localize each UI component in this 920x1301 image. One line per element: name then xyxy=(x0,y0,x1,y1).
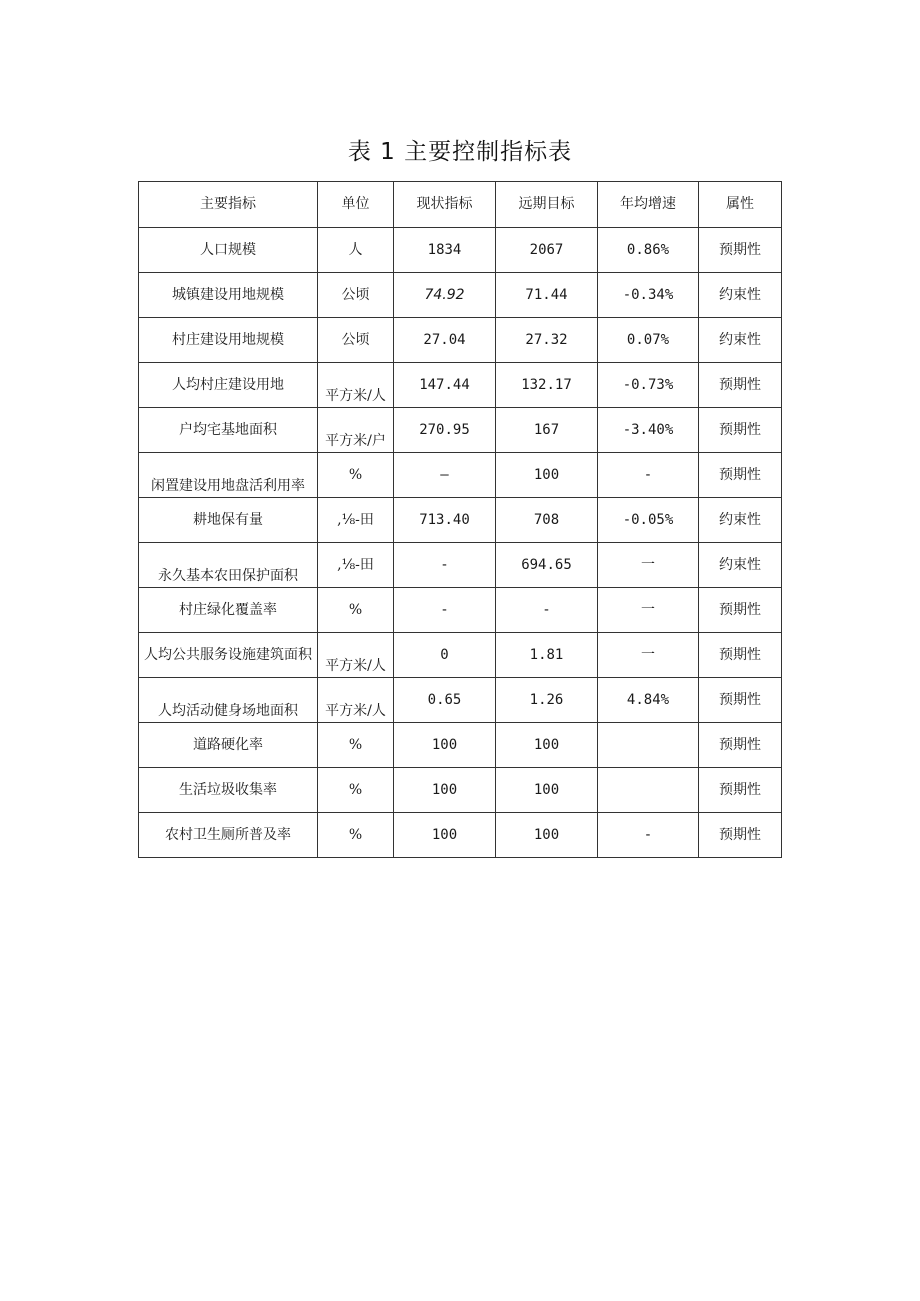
cell-current: 147.44 xyxy=(394,363,496,408)
cell-unit: % xyxy=(318,768,394,813)
cell-indicator: 永久基本农田保护面积 xyxy=(139,543,318,588)
cell-attribute: 约束性 xyxy=(699,318,782,363)
header-attribute: 属性 xyxy=(699,182,782,228)
cell-indicator: 人均村庄建设用地 xyxy=(139,363,318,408)
cell-current: 0 xyxy=(394,633,496,678)
cell-target: 1.81 xyxy=(496,633,598,678)
cell-target: - xyxy=(496,588,598,633)
cell-unit: 公顷 xyxy=(318,318,394,363)
cell-indicator: 城镇建设用地规模 xyxy=(139,273,318,318)
table-row xyxy=(139,453,782,498)
cell-growth xyxy=(598,723,699,768)
cell-target: 694.65 xyxy=(496,543,598,588)
cell-growth: - xyxy=(598,453,699,498)
cell-growth: -0.34% xyxy=(598,273,699,318)
cell-indicator: 人均公共服务设施建筑面积 xyxy=(139,633,318,678)
cell-growth: 4.84% xyxy=(598,678,699,723)
cell-attribute: 预期性 xyxy=(699,633,782,678)
cell-target: 100 xyxy=(496,723,598,768)
cell-indicator: 村庄绿化覆盖率 xyxy=(139,588,318,633)
cell-target: 27.32 xyxy=(496,318,598,363)
cell-attribute: 约束性 xyxy=(699,273,782,318)
cell-indicator: 户均宅基地面积 xyxy=(139,408,318,453)
cell-current: 713.40 xyxy=(394,498,496,543)
cell-current: - xyxy=(394,543,496,588)
table-row xyxy=(139,318,782,363)
cell-unit: ,⅛-田 xyxy=(318,543,394,588)
cell-attribute: 预期性 xyxy=(699,813,782,858)
cell-current: 270.95 xyxy=(394,408,496,453)
cell-current: — xyxy=(394,453,496,498)
cell-attribute: 预期性 xyxy=(699,363,782,408)
header-indicator: 主要指标 xyxy=(139,182,318,228)
cell-growth: -0.73% xyxy=(598,363,699,408)
cell-attribute: 预期性 xyxy=(699,723,782,768)
cell-current: - xyxy=(394,588,496,633)
cell-growth: -0.05% xyxy=(598,498,699,543)
cell-target: 100 xyxy=(496,768,598,813)
cell-unit: 平方米/人 xyxy=(318,633,394,678)
cell-indicator: 人口规模 xyxy=(139,228,318,273)
table-header-row xyxy=(139,182,782,228)
table-row xyxy=(139,633,782,678)
cell-current: 27.04 xyxy=(394,318,496,363)
cell-growth: 一 xyxy=(598,543,699,588)
cell-unit: 平方米/人 xyxy=(318,363,394,408)
cell-current: 74.92 xyxy=(394,273,496,318)
cell-current: 100 xyxy=(394,813,496,858)
cell-attribute: 预期性 xyxy=(699,408,782,453)
header-growth: 年均增速 xyxy=(598,182,699,228)
cell-target: 1.26 xyxy=(496,678,598,723)
cell-target: 100 xyxy=(496,813,598,858)
table-row xyxy=(139,768,782,813)
cell-target: 71.44 xyxy=(496,273,598,318)
cell-current: 0.65 xyxy=(394,678,496,723)
cell-indicator: 闲置建设用地盘活利用率 xyxy=(139,453,318,498)
cell-growth: 一 xyxy=(598,588,699,633)
table-row xyxy=(139,588,782,633)
cell-growth: -3.40% xyxy=(598,408,699,453)
cell-target: 708 xyxy=(496,498,598,543)
table-row xyxy=(139,228,782,273)
table-row xyxy=(139,408,782,453)
cell-attribute: 约束性 xyxy=(699,543,782,588)
indicator-table xyxy=(138,181,782,858)
cell-attribute: 预期性 xyxy=(699,453,782,498)
cell-growth: 一 xyxy=(598,633,699,678)
header-unit: 单位 xyxy=(318,182,394,228)
header-target: 远期目标 xyxy=(496,182,598,228)
cell-unit: 公顷 xyxy=(318,273,394,318)
cell-growth: 0.86% xyxy=(598,228,699,273)
cell-attribute: 约束性 xyxy=(699,498,782,543)
cell-attribute: 预期性 xyxy=(699,228,782,273)
table-row xyxy=(139,273,782,318)
cell-indicator: 道路硬化率 xyxy=(139,723,318,768)
table-row xyxy=(139,543,782,588)
cell-indicator: 村庄建设用地规模 xyxy=(139,318,318,363)
cell-unit: 平方米/人 xyxy=(318,678,394,723)
cell-indicator: 人均活动健身场地面积 xyxy=(139,678,318,723)
cell-indicator: 农村卫生厕所普及率 xyxy=(139,813,318,858)
cell-target: 167 xyxy=(496,408,598,453)
cell-unit: % xyxy=(318,723,394,768)
cell-attribute: 预期性 xyxy=(699,588,782,633)
cell-unit: ,⅛-田 xyxy=(318,498,394,543)
cell-target: 2067 xyxy=(496,228,598,273)
header-current: 现状指标 xyxy=(394,182,496,228)
cell-unit: 人 xyxy=(318,228,394,273)
table-title: 表 1 主要控制指标表 xyxy=(347,139,573,165)
cell-attribute: 预期性 xyxy=(699,678,782,723)
cell-indicator: 生活垃圾收集率 xyxy=(139,768,318,813)
cell-growth xyxy=(598,768,699,813)
cell-current: 1834 xyxy=(394,228,496,273)
cell-growth: 0.07% xyxy=(598,318,699,363)
table-row xyxy=(139,813,782,858)
table-row xyxy=(139,498,782,543)
table-row xyxy=(139,363,782,408)
cell-growth: - xyxy=(598,813,699,858)
cell-target: 132.17 xyxy=(496,363,598,408)
table-row xyxy=(139,678,782,723)
cell-unit: % xyxy=(318,813,394,858)
cell-attribute: 预期性 xyxy=(699,768,782,813)
cell-current: 100 xyxy=(394,723,496,768)
cell-unit: % xyxy=(318,588,394,633)
cell-unit: % xyxy=(318,453,394,498)
cell-current: 100 xyxy=(394,768,496,813)
cell-target: 100 xyxy=(496,453,598,498)
cell-unit: 平方米/户 xyxy=(318,408,394,453)
table-row xyxy=(139,723,782,768)
cell-indicator: 耕地保有量 xyxy=(139,498,318,543)
